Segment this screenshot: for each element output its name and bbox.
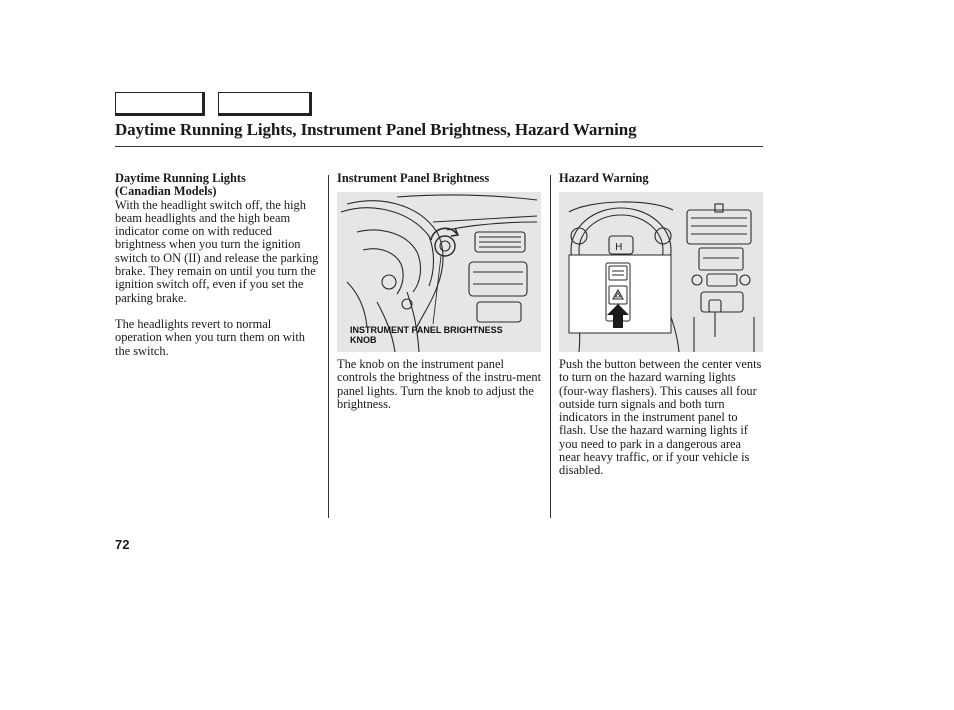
drl-paragraph-2: The headlights revert to normal operation when you turn them on with the switch. (115, 316, 305, 358)
panel-brightness-heading: Instrument Panel Brightness (337, 171, 490, 185)
hazard-heading: Hazard Warning (559, 171, 649, 185)
column-divider-1 (328, 175, 329, 518)
drl-heading-line1: Daytime Running Lights (115, 171, 246, 185)
nav-tab-1[interactable] (115, 92, 205, 116)
drl-heading-line2: (Canadian Models) (115, 184, 217, 199)
knob-caption-line1: INSTRUMENT PANEL BRIGHTNESS (350, 325, 503, 335)
drl-paragraph-1: With the headlight switch off, the high beam headlights and the high beam indicator come on with reduced brightness when you turn the ignition switch to ON (II) and release the parking brake. They remain on until you turn the ignition switch off, even if you set the parking brake. (115, 197, 319, 305)
dashboard-hazard-illustration (559, 192, 763, 352)
drl-section (115, 172, 320, 358)
nav-tab-2[interactable] (218, 92, 312, 116)
svg-text:H: H (615, 242, 623, 253)
title-rule (115, 146, 763, 147)
knob-caption (350, 325, 503, 345)
hazard-section (559, 172, 764, 185)
hazard-text (559, 358, 764, 478)
column-divider-2 (550, 175, 551, 518)
hazard-figure (559, 192, 763, 352)
panel-brightness-section (337, 172, 542, 185)
panel-brightness-paragraph: The knob on the instrument panel controls the brightness of the instru-ment panel lights. Turn the knob to adjust the brightness. (337, 357, 542, 411)
page-number: 72 (115, 537, 130, 552)
knob-caption-line2: KNOB (350, 335, 377, 345)
page-title: Daytime Running Lights, Instrument Panel Brightness, Hazard Warning (115, 120, 637, 139)
hazard-paragraph: Push the button between the center vents to turn on the hazard warning lights (four-way flashers). This causes all four outside turn signals and both turn indicators in the instrument panel to flash. Use the hazard warning lights if you need to park in a dangerous area near heavy traffic, or if your vehicle is disabled. (559, 357, 762, 478)
panel-brightness-text (337, 358, 542, 411)
